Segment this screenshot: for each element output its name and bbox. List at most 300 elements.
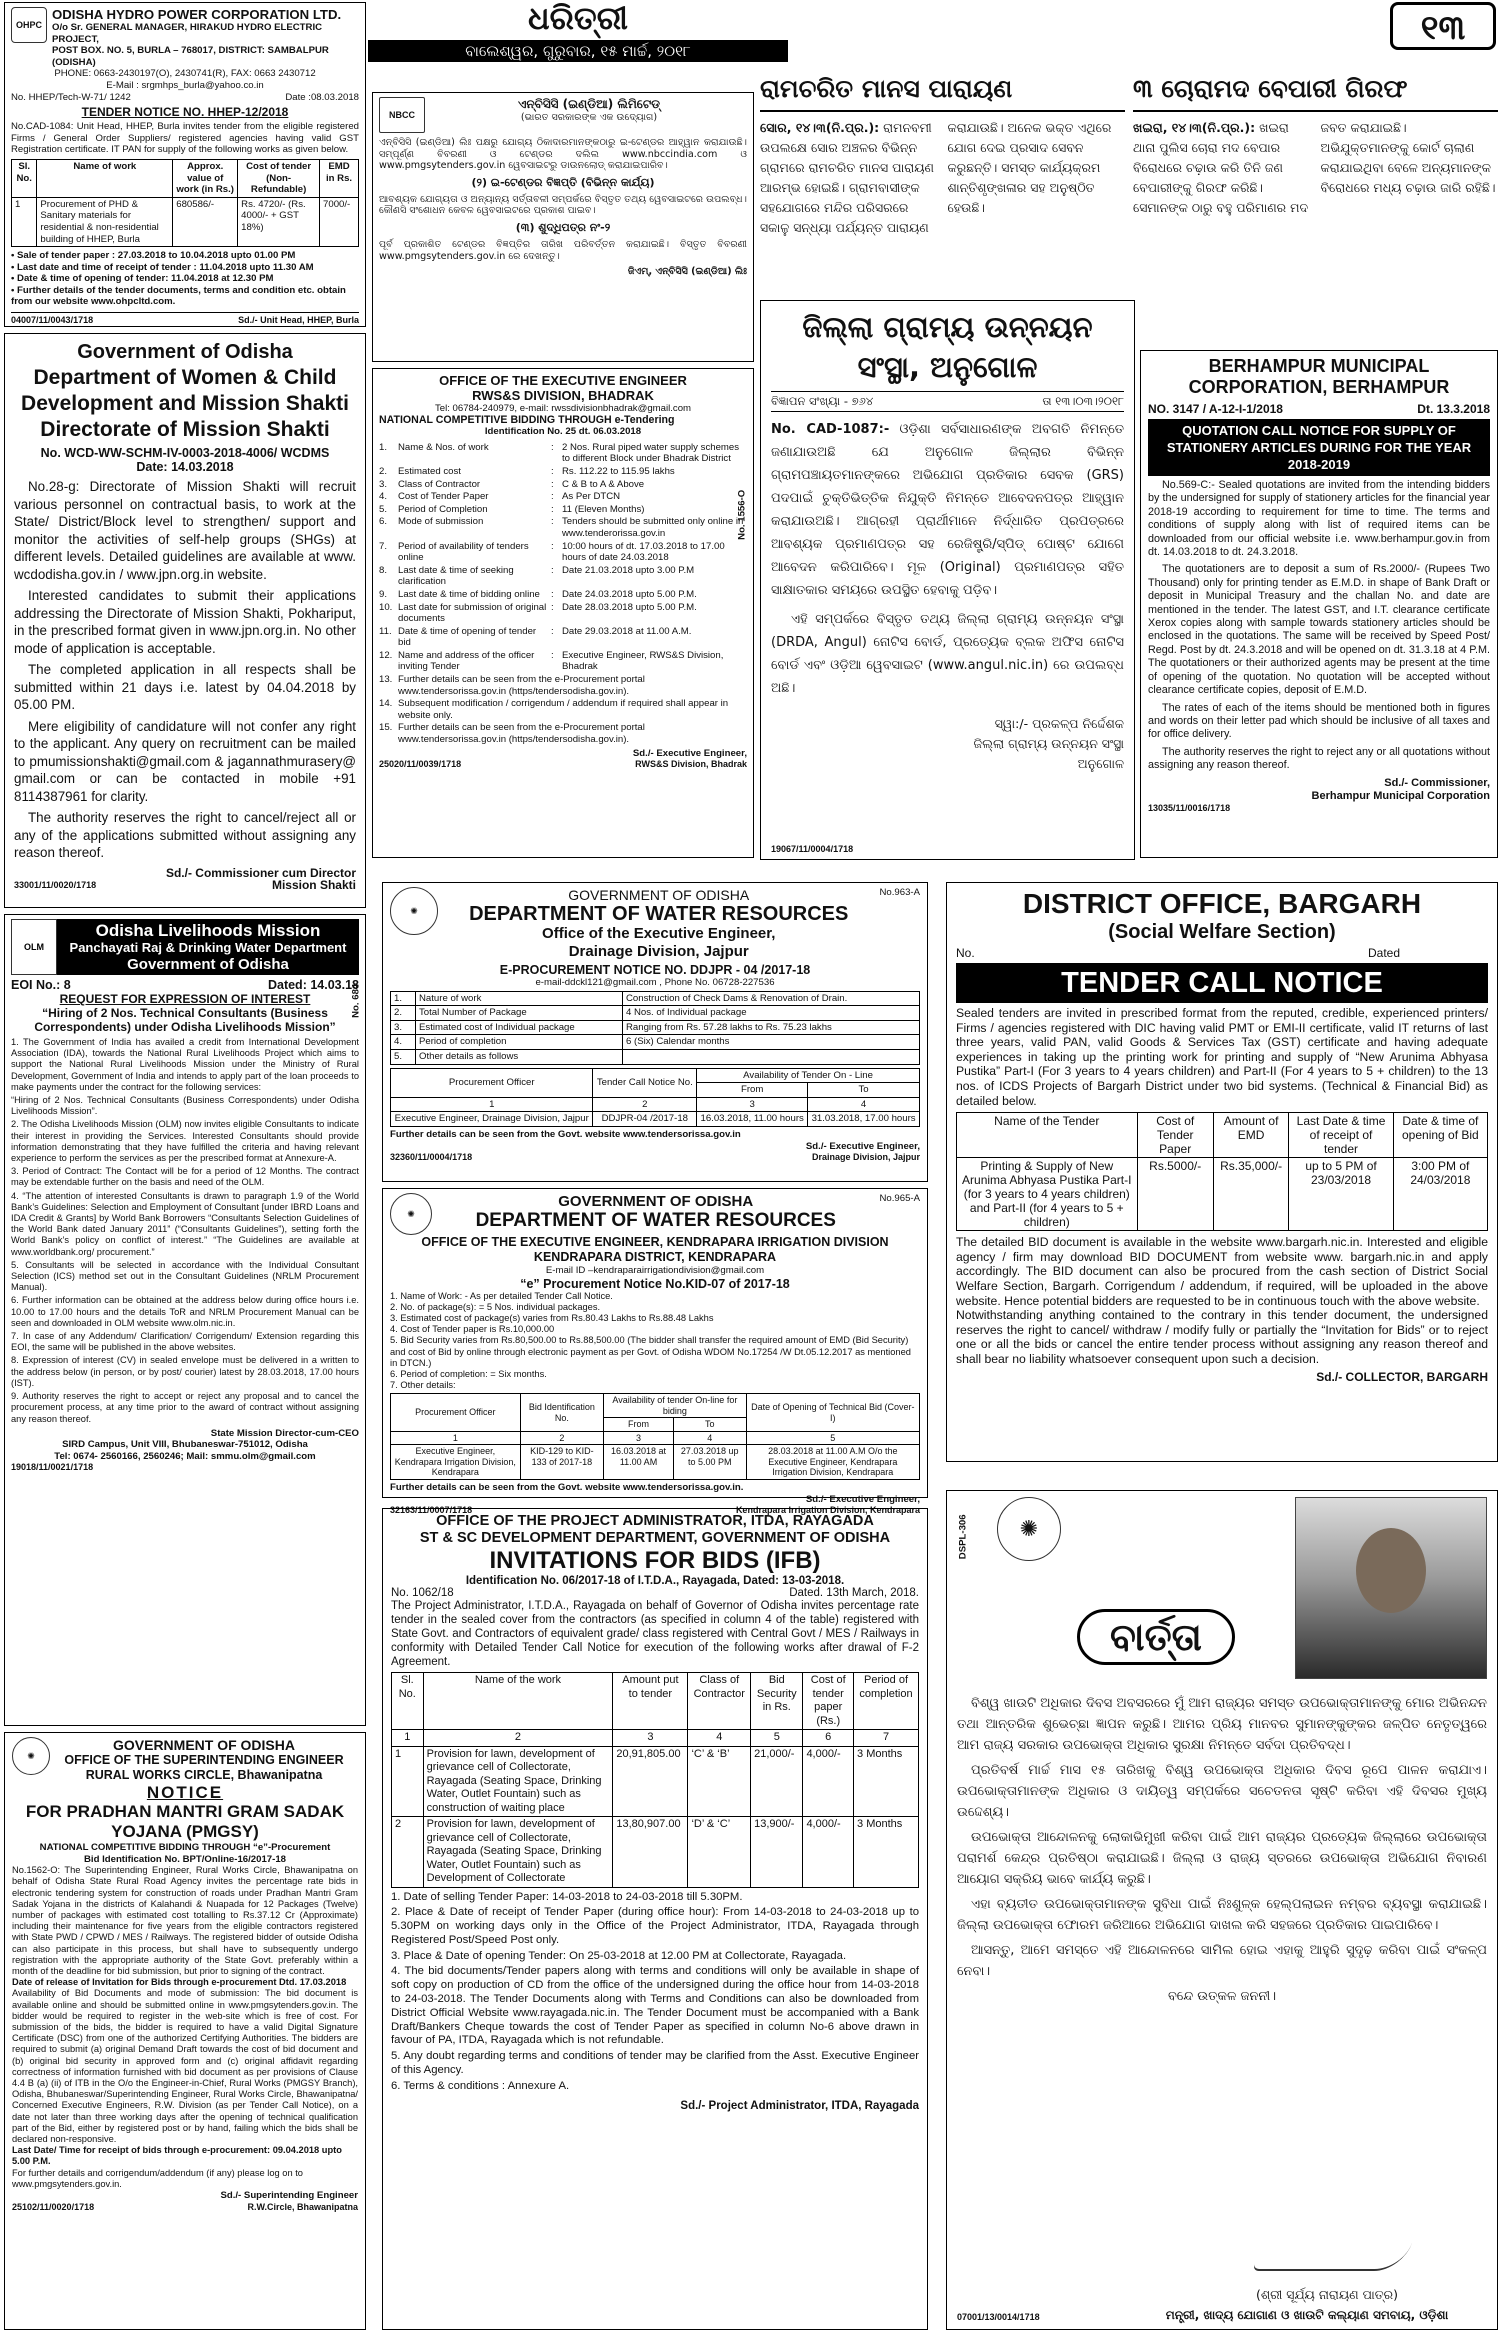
separator: : <box>551 478 554 490</box>
minister-photo <box>1295 1497 1487 1679</box>
nbcc-header: ଏନ୍‌ବିସିସି (ଇଣ୍ଡିଆ) ଲିମିଟେଡ୍ <box>517 97 661 111</box>
barta-designation: ମନ୍ତ୍ରୀ, ଖାଦ୍ୟ ଯୋଗାଣ ଓ ଖାଉଟି କଲ୍ୟାଣ ସମବାୟ, ଓଡ଼ିଶା <box>1165 2308 1449 2322</box>
separator: : <box>551 465 554 477</box>
nbcc-body: ଏନ୍‌ବିସିସି (ଇଣ୍ଡିଆ) ଲିଃ ପକ୍ଷରୁ ଯୋଗ୍ୟ ଠିକାଦାରମାନଙ୍କଠାରୁ ଇ-ଟେଣ୍ଡର ଆହ୍ୱାନ କରାଯାଉଛି। ସମ୍ପୂର୍ଣ୍ଣ ବିବରଣୀ ଓ ଟେଣ୍ଡର ଦଲିଲ www.nbccindia.com ଓ www.pmgsytenders.gov.in ୱେବସାଇଟରୁ ଡାଉନଲୋଡ୍ କରାଯାଇପାରିବ। <box>379 137 747 172</box>
table-cell: 3 <box>613 1730 688 1747</box>
list-label: Date & time of opening of tender bid <box>398 625 537 649</box>
list-value: Executive Engineer, RWS&S Division, Bhadrak <box>562 649 724 673</box>
olm-banner: Odisha Livelihoods Mission <box>95 920 321 940</box>
table-cell: Estimated cost of Individual package <box>416 1020 623 1035</box>
table-cell: 2 <box>423 1730 613 1747</box>
table-cell: 2 <box>593 1097 697 1112</box>
table-cell: KID-129 to KID-133 of 2017-18 <box>520 1445 604 1480</box>
barta-para: ପ୍ରତିବର୍ଷ ମାର୍ଚ୍ଚ ମାସ ୧୫ ତାରିଖକୁ ବିଶ୍ୱ ଉପଭୋକ୍ତା ଅଧିକାର ଦିବସ ରୂପେ ପାଳନ କରାଯାଏ। ଉପଭୋକ୍ତାମାନଙ୍କ ଅଧିକାର ଓ ଦାୟିତ୍ୱ ସମ୍ପର୍କରେ ସଚେତନତା ସୃଷ୍ଟି କରିବା ଏହି ଦିବସର ମୁଖ୍ୟ ଉଦ୍ଦେଶ୍ୟ। <box>957 1763 1487 1820</box>
signatory: Berhampur Municipal Corporation <box>1311 789 1490 802</box>
wr-office: Office of the Executive Engineer, <box>542 925 776 942</box>
list-item: 3. Place & Date of opening Tender: On 25-03-2018 at 12.00 PM at Collectorate, Rayagada. <box>391 1949 847 1962</box>
separator: : <box>551 625 554 637</box>
list-num: 3. <box>379 478 388 490</box>
wr-kendrapara-notice <box>382 1188 928 1516</box>
list-item <box>379 516 747 539</box>
table-row <box>391 1035 920 1050</box>
table-header: Last Date & time of receipt of tender <box>1289 1113 1393 1158</box>
list-label: Name & Nos. of work <box>398 441 489 453</box>
ohpc-address: POST BOX. NO. 5, BURLA – 768017, DISTRICT: SAMBALPUR (ODISHA) <box>52 45 329 68</box>
wr-dept: DEPARTMENT OF WATER RESOURCES <box>475 1210 836 1231</box>
table-cell: 1 <box>391 1431 521 1445</box>
barta-para: ବନ୍ଦେ ଉତ୍କଳ ଜନନୀ। <box>1167 1989 1277 2004</box>
rwc-para: Availability of Bid Documents and mode of submission: The bid document is available online and should be submitted online in www.pmgsytenders.gov.in. The bidder would be required to register in the web-site which is free of cost. For submission of the bids, the bidder is required to have a valid Digital Signature Certificate (DSC) from one of the authorized Certifying Authorities. The bidders are required to submit (a) original Demand Draft towards the cost of bid document and (b) original bid security in approved form and (c) original affidavit regarding correctness of information furnished with bid document as per provisions of Clause 4.4 B (a) (ii) of ITB in the O/o the Engineer-in-Chief, Rural Works (PMGSY Branch), Odisha, Bhubaneswar/Superintending Engineer, Rural Works Circle, Bhawanipatna/ Concerned Executive Engineers, R.W. Division (as per Tender Call Notice), on a date not later than three working days after the opening of technical qualification part of the Bid, either by registered post or by hand, failing which the bids shall be declared non-responsive. <box>12 1988 358 2145</box>
table-header: Name of the work <box>423 1673 613 1730</box>
wcd-para: Mere eligibility of candidature will not confer any right to the applicant. Any query on recruitment can be mailed to pmumissionshakti@gmail.com & jagannathmurasery@ gmail.com or can be contacted in mobile +91 8114387961 for clarity. <box>14 718 356 804</box>
bargarh-no: No. <box>956 946 975 960</box>
list-item <box>379 698 747 721</box>
list-num: 2. <box>379 465 388 477</box>
rwss-heading: NATIONAL COMPETITIVE BIDDING THROUGH e-Tendering <box>379 413 675 426</box>
ad-code: 25020/11/0039/1718 <box>379 759 462 770</box>
table-cell: Rs.5000/- <box>1137 1158 1213 1231</box>
table-header: Class of Contractor <box>688 1673 751 1730</box>
table-cell: 2 <box>392 1817 424 1888</box>
olm-eoi-notice <box>4 914 366 1726</box>
list-num: 15. <box>379 722 393 734</box>
table-cell: Period of completion <box>416 1035 623 1050</box>
list-item <box>379 650 747 673</box>
table-header: Tender Call Notice No. <box>593 1068 697 1097</box>
ad-code: 25102/11/0020/1718 <box>12 2201 95 2212</box>
bargarh-dated: Dated <box>1368 946 1401 960</box>
list-label: Subsequent modification / corrigendum / addendum if required shall appear in website only. <box>398 698 729 721</box>
rwc-circle: RURAL WORKS CIRCLE, Bhawanipatna <box>85 1768 323 1782</box>
signatory: ସ୍ୱା:/- ପ୍ରକଳ୍ପ ନିର୍ଦ୍ଦେଶକ <box>994 716 1124 731</box>
list-item <box>379 589 747 601</box>
separator: : <box>551 564 554 576</box>
ohpc-note: • Date & time of opening of tender: 11.04.2018 at 12.30 PM <box>11 273 274 285</box>
table-cell: 1 <box>392 1746 424 1817</box>
nbcc-section: (୩) ଶୁଦ୍ଧିପତ୍ର ନଂ-୨ <box>515 220 611 234</box>
list-item: 4. Cost of Tender paper is Rs.10,000.00 <box>390 1324 555 1335</box>
list-item: 2. The Odisha Livelihoods Mission (OLM) now invites eligible Consultants to indicate their interest in providing the Services. Interested Consultants should provide information demonstrating that they have fulfilled the criteria and having relevant experience to perform the services as per the prescribed format at Annexure-A. <box>11 1119 359 1164</box>
rwc-lastdate: Last Date/ Time for receipt of bids through e-procurement: 09.04.2018 upto 5.00 P.M. <box>12 2145 342 2167</box>
list-num: 12. <box>379 649 393 661</box>
list-item: 1. Date of selling Tender Paper: 14-03-2018 to 24-03-2018 till 5.30PM. <box>391 1890 743 1903</box>
bargarh-para: Sealed tenders are invited in prescribed format from the reputed, credible, experienced printers/ Firms / agencies registered with DIC having valid PMT or EMI-II certificate, valid IT returns of last three years, valid PAN, valid Goods & Services Tax (GST) certificate and having adequate experiences in taking up the printing work for printing and supply of “New Arunima Abhyasa Pustika” Part-I (For 3 years to 4 years children) and Part-II (For 4 years to 5 + children) to the 13 nos. of ICDS Projects of Bargarh District under two bid systems. (Technical & Financial Bid) as detailed below. <box>956 1006 1488 1108</box>
bmc-title: BERHAMPUR MUNICIPAL CORPORATION, BERHAMPUR <box>1188 356 1450 397</box>
news-text: ରାମନବମୀ ଉପଲକ୍ଷେ ସୋର ଅଞ୍ଚଳର ବିଭିନ୍ନ ଗ୍ରାମରେ ରାମଚରିତ ମାନସ ପାରାୟଣ ଆରମ୍ଭ ହୋଇଛି। ଗ୍ରାମବାସୀଙ୍କ ସହଯୋଗରେ ମନ୍ଦିର ପରିସରରେ ସକାଳୁ ସନ୍ଧ୍ୟା ପର୍ଯ୍ୟନ୍ତ ପାରାୟଣ କରାଯାଉଛି। ଅନେକ ଭକ୍ତ ଏଥିରେ ଯୋଗ ଦେଇ ପ୍ରସାଦ ସେବନ କରୁଛନ୍ତି। ସମସ୍ତ କାର୍ଯ୍ୟକ୍ରମ ଶାନ୍ତିଶୃଙ୍ଖଳାର ସହ ଅନୁଷ୍ଠିତ ହେଉଛି। <box>760 120 1112 235</box>
wr-office: OFFICE OF THE EXECUTIVE ENGINEER, KENDRAPARA IRRIGATION DIVISION <box>421 1235 889 1249</box>
wr-notice-title: “e” Procurement Notice No.KID-07 of 2017-18 <box>520 1276 790 1291</box>
table-row <box>392 1746 919 1817</box>
drda-ad-no: ବିଜ୍ଞାପନ ସଂଖ୍ୟା - ୭୬୪ <box>771 394 874 408</box>
barta-side-code: DSPL-306 <box>957 1514 969 1560</box>
table-cell: Total Number of Package <box>416 1006 623 1021</box>
list-item <box>379 491 747 503</box>
ad-code: 07001/13/0014/1718 <box>957 2312 1040 2322</box>
nbcc-body: ଆବଶ୍ୟକ ଯୋଗ୍ୟତା ଓ ଅନ୍ୟାନ୍ୟ ସର୍ତ୍ତାବଳୀ ସମ୍ପର୍କରେ ବିସ୍ତୃତ ତଥ୍ୟ ୱେବସାଇଟରେ ଉପଲବ୍ଧ। କୌଣସି ସଂଶୋଧନ କେବଳ ୱେବସାଇଟରେ ପ୍ରକାଶ ପାଇବ। <box>379 193 747 217</box>
wcd-date: Date: 14.03.2018 <box>136 460 234 474</box>
news-body <box>760 118 1125 238</box>
table-cell: 21,000/- <box>751 1746 803 1817</box>
itda-list <box>391 1891 919 2094</box>
list-value: Rs. 112.22 to 115.95 lakhs <box>562 465 675 477</box>
signatory: Mission Shakti <box>271 877 356 892</box>
list-label: Period of Completion <box>398 503 488 515</box>
ohpc-tender-notice <box>4 2 366 327</box>
wr-jajpur-notice <box>382 882 928 1182</box>
table-row <box>12 197 359 246</box>
news-body <box>1133 118 1498 218</box>
table-cell: Printing & Supply of New Arunima Abhyasa Pustika Part-I (for 3 years to 4 years children) and Part-II (for 4 years to 5 + children) <box>957 1158 1138 1231</box>
list-value: Date 29.03.2018 at 11.00 A.M. <box>562 625 692 637</box>
table-row <box>391 1006 920 1021</box>
wr-table-2 <box>390 1068 920 1127</box>
olm-side-no: No. 684 <box>350 983 362 1018</box>
bmc-para: The rates of each of the items should be mentioned both in figures and words on their letter pad which should be inclusive of all taxes and for office delivery. <box>1148 701 1490 741</box>
itda-no: No. 1062/18 <box>391 1587 454 1599</box>
page-number: ୧୩ <box>1390 2 1496 50</box>
list-num: 5. <box>379 503 388 515</box>
barta-signatory: (ଶ୍ରୀ ସୂର୍ଯ୍ୟ ନାରାୟଣ ପାତ୍ର) <box>1255 2287 1399 2302</box>
signatory: State Mission Director-cum-CEO <box>210 1427 359 1439</box>
bmc-para: No.569-C:- Sealed quotations are invited from the intending bidders by the undersigned for supply of stationery articles for the financial year 2018-19 according to requirement for time to time. The terms and conditions of supply along with list of required items can be downloaded from our official website i.e. www.berhampur.gov.in from dt. 14.03.2018 to dt. 24.3.2018. <box>1148 479 1490 559</box>
table-cell: 7000/- <box>320 197 359 246</box>
paper-name: ଧରିତ୍ରୀ <box>528 0 628 37</box>
list-item <box>379 442 747 465</box>
separator: : <box>551 588 554 600</box>
list-num: 6. <box>379 516 388 528</box>
signatory: Sd./- Commissioner, <box>1384 776 1490 789</box>
table-cell: 1. <box>391 991 416 1006</box>
list-value: 10:00 hours of dt. 17.03.2018 to 17.00 hours of date 24.03.2018 <box>562 540 725 564</box>
list-value: C & B to A & Above <box>562 478 645 490</box>
olm-banner: Panchayati Raj & Drinking Water Department <box>69 939 347 955</box>
table-cell: Nature of work <box>416 991 623 1006</box>
table-cell: 4 <box>673 1431 746 1445</box>
olm-logo: OLM <box>11 919 57 975</box>
table-header: Bid Identification No. <box>520 1394 604 1432</box>
drda-title: ଜିଲ୍ଲା ଗ୍ରାମ୍ୟ ଉନ୍ନୟନ ସଂସ୍ଥା, ଅନୁଗୋଳ <box>802 310 1093 384</box>
rwss-bhadrak-notice <box>372 368 754 858</box>
table-cell: 20,91,805.00 <box>613 1746 688 1817</box>
list-num: 7. <box>379 540 388 552</box>
rwss-title: RWS&S DIVISION, BHADRAK <box>472 388 654 403</box>
separator: : <box>551 491 554 503</box>
table-cell: 2 <box>520 1431 604 1445</box>
wr-further: Further details can be seen from the Govt. website www.tendersorissa.gov.in <box>390 1128 741 1140</box>
table-cell: ‘C’ & ‘B’ <box>688 1746 751 1817</box>
news-dateline: ଖଇରା, ୧୪।୩(ନି.ପ୍ର.): <box>1133 120 1256 135</box>
rwc-release: Date of release of Invitation for Bids through e-procurement Dtd. 17.03.2018 <box>12 1977 347 1988</box>
list-label: Last date for submission of original documents <box>398 601 547 625</box>
barta-para: ଆସନ୍ତୁ, ଆମେ ସମସ୍ତେ ଏହି ଆନ୍ଦୋଳନରେ ସାମିଲ ହୋଇ ଏହାକୁ ଆହୁରି ସୁଦୃଢ଼ କରିବା ପାଇଁ ସଂକଳ୍ପ ନେବା। <box>957 1943 1487 1979</box>
rwc-heading: NATIONAL COMPETITIVE BIDDING THROUGH “e”-Procurement <box>39 1842 331 1853</box>
drda-no: No. CAD-1087:- <box>771 422 890 437</box>
table-cell: Executive Engineer, Drainage Division, Jajpur <box>391 1112 593 1127</box>
list-item <box>379 602 747 625</box>
bmc-banner: QUOTATION CALL NOTICE FOR SUPPLY OF STATIONERY ARTICLES DURING FOR THE YEAR 2018-2019 <box>1148 419 1490 476</box>
rwc-gov: GOVERNMENT OF ODISHA <box>112 1737 295 1753</box>
table-cell: DDJPR-04 /2017-18 <box>593 1112 697 1127</box>
list-item <box>379 565 747 588</box>
table-header: From <box>604 1418 674 1432</box>
table-cell: 31.03.2018, 17.00 hours <box>808 1112 920 1127</box>
wr-office: Drainage Division, Jajpur <box>568 943 749 960</box>
table-cell <box>623 1049 920 1064</box>
list-item: 3. Period of Contract: The Contact will be for a period of 12 Months. The contract may be extendable further on the basis and need of the OLM. <box>11 1166 359 1188</box>
ohpc-title: ODISHA HYDRO POWER CORPORATION LTD. <box>52 7 342 22</box>
olm-banner: Government of Odisha <box>127 955 289 973</box>
rwc-para: For further details and corrigendum/addendum (if any) please log on to www.pmgsytenders.gov.in. <box>12 2167 303 2189</box>
rwss-title: OFFICE OF THE EXECUTIVE ENGINEER <box>439 373 687 388</box>
list-item <box>379 674 747 697</box>
list-num: 14. <box>379 698 393 710</box>
list-label: Last date & time of bidding online <box>398 588 540 600</box>
table-header: Bid Security in Rs. <box>751 1673 803 1730</box>
list-item: 1. The Government of India has availed a credit from International Development Association (IDA), towards the National Rural Livelihoods Project which aims to support the National Rural Livelihoods Mission under the Ministry of Rural Development, Government of India and intends to apply part of the loan proceeds to make payments under the contract for the following services: <box>11 1037 359 1092</box>
signatory: Sd./- Superintending Engineer <box>220 2190 358 2202</box>
bmc-quotation-notice <box>1140 350 1498 858</box>
rwc-pmgsy-notice <box>4 1732 366 2330</box>
wr-further: Further details can be seen from the Govt. website www.tendersorissa.gov.in. <box>390 1481 744 1493</box>
barta-para: ଏହା ବ୍ୟତୀତ ଉପଭୋକ୍ତାମାନଙ୍କ ସୁବିଧା ପାଇଁ ନିଃଶୁଳ୍କ ହେଲ୍ପଲାଇନ ନମ୍ବର ବ୍ୟବସ୍ଥା କରାଯାଇଛି। ଜିଲ୍ଲା ଉପଭୋକ୍ତା ଫୋରମ ଜରିଆରେ ଅଭିଯୋଗ ଦାଖଲ କରି ସହଜରେ ପ୍ରତିକାର ପାଇପାରିବେ। <box>957 1897 1487 1933</box>
list-item: 5. Any doubt regarding terms and conditions of tender may be clarified from the Asst. Executive Engineer of this Agency. <box>391 2050 919 2077</box>
bargarh-table <box>956 1112 1488 1231</box>
wr-no: No.963-A <box>879 887 920 898</box>
signatory: RWS&S Division, Bhadrak <box>635 759 747 770</box>
odisha-emblem-icon: ✺ <box>997 1497 1061 1561</box>
ad-code: 19067/11/0004/1718 <box>771 844 854 854</box>
list-label: Class of Contractor <box>398 478 481 490</box>
table-cell: Provision for lawn, development of grievance cell of Collectorate, Rayagada (Seating Space, Drinking Water, Outlet Fountain) such as Development of Collectorate <box>423 1817 613 1888</box>
rwc-notice: NOTICE <box>146 1783 224 1802</box>
drda-angul-notice <box>760 300 1135 860</box>
ad-code: 13035/11/0016/1718 <box>1148 802 1231 813</box>
itda-para: The Project Administrator, I.T.D.A., Rayagada on behalf of Governor of Odisha invites percentage rate tender in the sealed cover from the contractors (as specified in column 4 of the table) registered with State Govt. and Contractors of equivalent grade/ class registered with Central Govt / MES / Railways in conformity with Detailed Tender Call Notice for execution of the following works after drawal of F-2 Agreement. <box>391 1600 919 1668</box>
table-cell: 6 (Six) Calendar months <box>623 1035 920 1050</box>
signatory: ଅନୁଗୋଳ <box>1077 756 1124 771</box>
bmc-date: Dt. 13.3.2018 <box>1417 402 1490 416</box>
list-item <box>379 626 747 649</box>
ohpc-body: No.CAD-1084: Unit Head, HHEP, Burla invites tender from the eligible registered Firms / General Order Suppliers/ registered agencies having valid GST Registration certificate. IT PAN for supply of the following works as given below. <box>11 121 359 156</box>
wcd-dept: Department of Women & Child Development and Mission Shakti <box>21 366 349 415</box>
news-headline: ରାମଚରିତ ମାନସ ପାରାୟଣ <box>760 72 1125 112</box>
table-header: From <box>697 1083 808 1098</box>
ad-code: 32360/11/0004/1718 <box>390 1152 473 1163</box>
separator: : <box>551 516 554 528</box>
table-cell: Procurement of PHD & Sanitary materials for residential & non-residential building of HHEP, Burla <box>37 197 173 246</box>
signatory: R.W.Circle, Bhawanipatna <box>247 2201 358 2212</box>
table-cell: 4 Nos. of Individual package <box>623 1006 920 1021</box>
table-header: Procurement Officer <box>391 1394 521 1432</box>
table-cell: 5. <box>391 1049 416 1064</box>
wcd-mission-shakti-notice <box>4 333 366 908</box>
dateline: ବାଲେଶ୍ୱର, ଗୁରୁବାର, ୧୫ ମାର୍ଚ୍ଚ, ୨୦୧୮ <box>368 40 788 62</box>
wr-list <box>390 1291 920 1392</box>
signatory: Drainage Division, Jajpur <box>811 1152 920 1163</box>
table-header: Availability of Tender On - Line <box>697 1068 920 1083</box>
list-item <box>379 479 747 491</box>
ohpc-notice-title: TENDER NOTICE NO. HHEP-12/2018 <box>81 105 289 120</box>
signatory: Sd./- Executive Engineer, <box>632 747 747 759</box>
table-cell: Other details as follows <box>416 1049 623 1064</box>
drda-body: ଓଡ଼ିଶା ସର୍ବସାଧାରଣଙ୍କ ଅବଗତି ନିମନ୍ତେ ଜଣାଯାଉଅଛି ଯେ ଅନୁଗୋଳ ଜିଲ୍ଲାର ବିଭିନ୍ନ ଗ୍ରାମପଞ୍ଚାୟତମାନଙ୍କରେ ଅଭିଯୋଗ ପ୍ରତିକାର ସେବକ (GRS) ପଦପାଇଁ ଚୁକ୍ତିଭିତ୍ତିକ ନିଯୁକ୍ତି ନିମନ୍ତେ ଆବେଦନପତ୍ର ଆହ୍ୱାନ କରାଯାଉଅଛି। ଆଗ୍ରହୀ ପ୍ରାର୍ଥୀମାନେ ନିର୍ଦ୍ଧାରିତ ପ୍ରପତ୍ରରେ ଆବଶ୍ୟକ ପ୍ରମାଣପତ୍ର ସହ ରେଜିଷ୍ଟ୍ରି/ସ୍ପିଡ୍ ପୋଷ୍ଟ ଯୋଗେ ଆବେଦନ କରିପାରିବେ। ମୂଳ (Original) ପ୍ରମାଣପତ୍ର ସହିତ ସାକ୍ଷାତକାର ସମୟରେ ଉପସ୍ଥିତ ହେବାକୁ ପଡ଼ିବ। <box>771 422 1124 598</box>
table-cell: Ranging from Rs. 57.28 lakhs to Rs. 75.23 lakhs <box>623 1020 920 1035</box>
signatory: Sd./- Unit Head, HHEP, Burla <box>238 315 359 326</box>
wcd-ref: No. WCD-WW-SCHM-IV-0003-2018-4006/ WCDMS <box>40 446 330 460</box>
signatory: Sd./- COLLECTOR, BARGARH <box>1316 1369 1488 1384</box>
wr-notice-title: E-PROCUREMENT NOTICE NO. DDJPR - 04 /2017-18 <box>499 963 811 977</box>
olm-list <box>11 1037 359 1425</box>
rwc-para: No.1562-O: The Superintending Engineer, Rural Works Circle, Bhawanipatna on behalf of Odisha State Rural Road Agency invites the percentage rate bids in electronic tendering system for construction of roads under Pradhan Mantri Gram Sadak Yojana in the districts of Kalahandi & Nuapada for 12 Packages (Twelve) number of packages with estimated cost totalling to Rs.37.12 Cr (Approximate) including their maintenance for five years from the eligible contractors registered with State PWD / CPWD / MES / Railways. The registered bidder of outside Odisha can also participate in this process, but shall have to subsequently undergo registration with the appropriate authority of the State Govt. preferably within a month of the deadline for bid submission, but prior to signing of the contract. <box>12 1865 358 1977</box>
ohpc-note: • Last date and time of receipt of tender : 11.04.2018 upto 11.30 AM <box>11 261 314 273</box>
separator: : <box>551 601 554 613</box>
table-cell: Executive Engineer, Kendrapara Irrigation Division, Kendrapara <box>391 1445 521 1480</box>
table-cell: 3:00 PM of 24/03/2018 <box>1393 1158 1487 1231</box>
table-row <box>392 1817 919 1888</box>
barta-para: ବିଶ୍ୱ ଖାଉଟି ଅଧିକାର ଦିବସ ଅବସରରେ ମୁଁ ଆମ ରାଜ୍ୟର ସମସ୍ତ ଉପଭୋକ୍ତାମାନଙ୍କୁ ମୋର ଅଭିନନ୍ଦନ ତଥା ଆନ୍ତରିକ ଶୁଭେଚ୍ଛା ଜ୍ଞାପନ କରୁଛି। ଆମର ପ୍ରିୟ ମାନବର ସୁମାନଙ୍କୁଙ୍କର ଜଳ୍ପିତ ନେତୃତ୍ୱରେ ଆମ ରାଜ୍ୟ ସରକାର ଉପଭୋକ୍ତା ଅଧିକାର ସୁରକ୍ଷା ନିମନ୍ତେ ସର୍ବଦା ପ୍ରତିବଦ୍ଧ। <box>957 1696 1487 1753</box>
table-row <box>391 1020 920 1035</box>
ad-code: 33001/11/0020/1718 <box>14 879 97 890</box>
list-item: 3. Estimated cost of package(s) varies from Rs.80.43 Lakhs to Rs.88.48 Lakhs <box>390 1313 714 1323</box>
list-item <box>379 504 747 516</box>
barta-title: ବାର୍ତ୍ତା <box>1077 1609 1235 1665</box>
olm-date: Dated: 14.03.18 <box>267 978 359 992</box>
table-row <box>391 1049 920 1064</box>
table-cell: 1 <box>12 197 37 246</box>
wcd-para: The authority reserves the right to cancel/reject all or any of the applications submitted without assigning any reason thereof. <box>14 810 356 860</box>
table-header: Amount put to tender <box>613 1673 688 1730</box>
table-header: EMD in Rs. <box>320 159 359 197</box>
table-cell: 3 Months <box>854 1817 919 1888</box>
list-item: 1. Name of Work: - As per detailed Tender Call Notice. <box>390 1290 613 1301</box>
table-cell: 680586/- <box>173 197 238 246</box>
bmc-no: NO. 3147 / A-12-I-1/2018 <box>1148 402 1283 416</box>
nbcc-logo: NBCC <box>379 97 425 133</box>
table-cell: 4 <box>688 1730 751 1747</box>
list-label: Period of availability of tenders online <box>398 540 529 564</box>
table-header: Cost of tender (Non-Refundable) <box>238 159 320 197</box>
wr-contact: E-mail ID –kendraparairrigationdivision@gmail.com <box>545 1265 765 1276</box>
nbcc-body: ପୂର୍ବ ପ୍ରକାଶିତ ଟେଣ୍ଡର ବିଜ୍ଞପ୍ତିର ତାରିଖ ପରିବର୍ତ୍ତନ କରାଯାଇଛି। ବିସ୍ତୃତ ବିବରଣୀ www.pmgsytenders.gov.in ରେ ଦେଖନ୍ତୁ। <box>379 238 747 262</box>
table-header: Procurement Officer <box>391 1068 593 1097</box>
table-header: Availability of tender On-line for biding <box>604 1394 746 1418</box>
list-item: 5. Consultants will be selected in accordance with the Individual Consultant Selection (ICS) method set out in the Consultant Guidelines (NRLM Procurement Manual). <box>11 1259 359 1293</box>
list-item <box>379 466 747 478</box>
rwc-scheme: FOR PRADHAN MANTRI GRAM SADAK YOJANA (PMGSY) <box>25 1802 345 1841</box>
olm-eoi-no: EOI No.: 8 <box>11 978 71 992</box>
ohpc-note: • Sale of tender paper : 27.03.2018 to 10.04.2018 upto 01.00 PM <box>11 250 296 262</box>
wcd-gov: Government of Odisha <box>77 341 293 363</box>
bmc-para: The quotationers are to deposit a sum of Rs.2000/- (Rupees Two Thousand) only for printing tender as E.M.D. in shape of Bank Draft or deposit in Municipal Treasury and the challan No. and date are mentioned in the tender. The latest GST, and I.T. clearance certificate Xerox copies along with sample towards stationery articles should be enclosed in the quotations. The same will be received by Speed Post/ Regd. Post by dt. 24.3.2018 and will be opened on dt. 31.3.18 at 4 P.M. The quotationers or their authorized agents may be present at the time of opening of the quotation. No quotation will be accepted without clearance certificate copies, deposit of E.M.D. <box>1148 563 1490 697</box>
rwc-office: OFFICE OF THE SUPERINTENDING ENGINEER <box>64 1753 344 1767</box>
table-cell: Provision for lawn, development of grievance cell of Collectorate, Rayagada (Seating Space, Drinking Water, Outlet Fountain) such as construction of waiting place <box>423 1746 613 1817</box>
nbcc-sub: (ଭାରତ ସରକାରଙ୍କ ଏକ ଉଦ୍ୟୋଗ) <box>520 112 658 123</box>
table-header: Name of the Tender <box>957 1113 1138 1158</box>
table-cell: 4. <box>391 1035 416 1050</box>
ohpc-ref: No. HHEP/Tech-W-71/ 1242 <box>11 91 131 103</box>
list-item: 4. “The attention of interested Consultants is drawn to paragraph 1.9 of the World Bank’s Guidelines: Selection and Employment of Consultant [under IBRD Loans and IDA Credit & Grants] by World Bank Borrowers “Consultants Selection Guidelines of the World Bank dated January 2011” (“Consultants Guidelines”), setting forth the World Bank’s policy on conflict of interest.” “The Guidelines are available at www.worldbank.org/ procurement.” <box>11 1190 359 1257</box>
table-cell: 4,000/- <box>803 1817 854 1888</box>
bargarh-tender-notice <box>946 882 1498 1462</box>
list-value: Date 24.03.2018 upto 5.00 P.M. <box>562 588 697 600</box>
ohpc-email: E-Mail : srgmhps_burla@yahoo.co.in <box>106 79 264 91</box>
list-item: 6. Further information can be obtained at the address below during office hours i.e. 10.00 to 17.00 hours and the details ToR and NRLM Procurement Manual can be seen and downloaded in OLM website www.olm.nic.in. <box>11 1295 359 1328</box>
table-cell: 5 <box>751 1730 803 1747</box>
table-cell: 16.03.2018 at 11.00 AM <box>604 1445 674 1480</box>
table-cell: 27.03.2018 up to 5.00 PM <box>673 1445 746 1480</box>
ohpc-date: Date :08.03.2018 <box>285 91 359 103</box>
list-item: 9. Authority reserves the right to accept or reject any proposal and to cancel the procurement process, at any time prior to the award of contract without assigning any reason thereof. <box>11 1391 359 1424</box>
wr-table <box>390 991 920 1065</box>
wcd-para: The completed application in all respects shall be submitted within 21 days i.e. latest by 04.04.2018 by 05.00 PM. <box>14 662 356 712</box>
list-num: 8. <box>379 564 388 576</box>
olm-address: SIRD Campus, Unit VIII, Bhubaneswar-751012, Odisha <box>62 1439 308 1451</box>
bargarh-para: Notwithstanding anything contained to the contrary in this tender document, the undersigned reserves the right to cancel/ withdraw / modify fully or partially the “Invitation for Bids” or to reject one or all the bids or cancel the entire tender process without assigning any reason thereof and shall bear no liability whatsoever consequent upon such a decision. <box>956 1308 1488 1366</box>
table-cell: 3 Months <box>854 1746 919 1817</box>
odisha-emblem-icon: ✺ <box>12 1737 50 1775</box>
rwss-contact: Tel: 06784-240979, e-mail: rwssdivisionbhadrak@gmail.com <box>434 403 692 414</box>
table-cell: Rs. 4720/- (Rs. 4000/- + GST 18%) <box>238 197 320 246</box>
list-item: 6. Period of completion: = Six months. <box>390 1369 547 1380</box>
table-cell: 7 <box>854 1730 919 1747</box>
list-num: 13. <box>379 674 393 686</box>
table-cell: 3 <box>604 1431 674 1445</box>
list-num: 11. <box>379 625 392 637</box>
table-row <box>391 991 920 1006</box>
table-cell: 28.03.2018 at 11.00 A.M O/o the Executive Engineer, Kendrapara Irrigation Division, Kendrapara <box>746 1445 919 1480</box>
rwc-bid: Bid Identification No. BPT/Online-16/2017-18 <box>83 1853 287 1865</box>
list-item: 4. The bid documents/Tender papers along with terms and conditions will only be available in shape of soft copy on production of CD from the office of the undersigned during the office hour from 14-03-2018 to 24-03-2018. The Tender Documents along with Terms and Conditions can also be downloaded from District Official Website www.rayagada.nic.in. The Tender Document must be accompanied with a Bank Draft/Bankers Cheque towards the cost of Tender Paper as specified in column No-6 above drawn in favour of PA, ITDA, Rayagada which is not refundable. <box>391 1965 919 2047</box>
masthead <box>368 0 788 72</box>
list-num: 10. <box>379 601 393 613</box>
separator: : <box>551 649 554 661</box>
olm-tel: Tel: 0674- 2560166, 2560246; Mail: smmu.olm@gmail.com <box>54 1450 316 1462</box>
table-header: Date & time of opening of Bid <box>1393 1113 1487 1158</box>
ohpc-phone: PHONE: 0663-2430197(O), 2430741(R), FAX: 0663 2430712 <box>54 68 316 80</box>
ohpc-address: O/o Sr. GENERAL MANAGER, HIRAKUD HYDRO ELECTRIC PROJECT, <box>52 22 323 45</box>
list-value: 2 Nos. Rural piped water supply schemes to different Block under Bhadrak District <box>562 441 740 465</box>
table-cell: 13,900/- <box>751 1817 803 1888</box>
nbcc-section: (୨) ଇ-ଟେଣ୍ଡର ବିଜ୍ଞପ୍ତି (ବିଭିନ୍ନ କାର୍ଯ୍ୟ) <box>471 175 655 189</box>
news-headline: ୩ ଚୋରାମଦ ବେପାରୀ ଗିରଫ <box>1133 72 1498 112</box>
table-row <box>957 1158 1488 1231</box>
rwss-side-no: No. 1556-O <box>736 489 748 540</box>
nbcc-notice <box>372 92 754 362</box>
itda-table <box>391 1672 919 1888</box>
rwss-list <box>379 442 747 746</box>
list-item: “Hiring of 2 Nos. Technical Consultants (Business Correspondents) under Odisha Livelihoods Mission”. <box>11 1095 359 1117</box>
wr-gov: GOVERNMENT OF ODISHA <box>558 1193 754 1210</box>
itda-dated: Dated. 13th March, 2018. <box>789 1587 919 1599</box>
table-header: Sl. No. <box>12 159 37 197</box>
table-header: Cost of Tender Paper <box>1137 1113 1213 1158</box>
list-value: Tenders should be submitted only online in www.tenderorissa.gov.in <box>562 516 744 539</box>
table-cell: 5 <box>746 1431 919 1445</box>
wr-contact: e-mail-ddckl121@gmail.com , Phone No. 06728-227536 <box>535 977 775 988</box>
table-cell: ‘D’ & ‘C’ <box>688 1817 751 1888</box>
table-cell: 13,80,907.00 <box>613 1817 688 1888</box>
odisha-emblem-icon: ✺ <box>390 1193 432 1235</box>
list-item: 7. Other details: <box>390 1380 456 1391</box>
rwss-ident: Identification No. 25 dt. 06.03.2018 <box>484 426 642 438</box>
wr-gov: GOVERNMENT OF ODISHA <box>568 887 750 903</box>
table-header: Date of Opening of Technical Bid (Cover-I) <box>746 1394 919 1432</box>
itda-title: ST & SC DEVELOPMENT DEPARTMENT, GOVERNMENT OF ODISHA <box>419 1530 891 1546</box>
table-row <box>391 1445 920 1480</box>
signatory: Sd./- Commissioner cum Director <box>165 865 356 880</box>
list-num: 1. <box>379 441 388 453</box>
ohpc-note: • Further details of the tender documents, terms and condition etc. obtain from our website www.ohpcltd.com. <box>11 284 346 308</box>
